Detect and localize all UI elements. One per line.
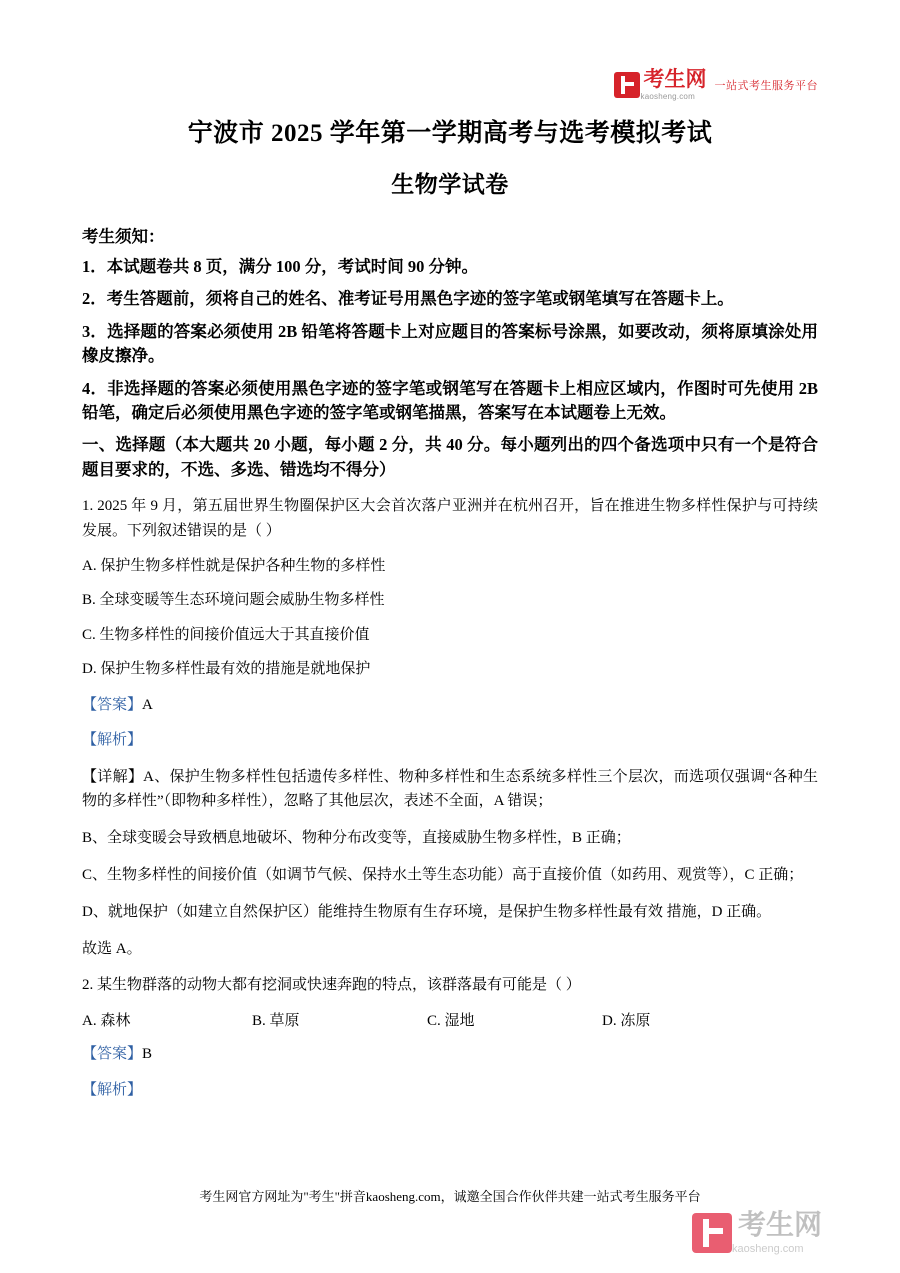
notice-item-3: 3．选择题的答案必须使用 2B 铅笔将答题卡上对应题目的答案标号涂黑，如要改动，须将原填涂处用橡皮擦净。 [82,321,818,366]
question-1-stem: 1. 2025 年 9 月，第五届世界生物圈保护区大会首次落户亚洲并在杭州召开，旨在推进生物多样性保护与可持续发展。下列叙述错误的是（ ） [82,498,818,539]
watermark [692,1211,822,1255]
question-1-option-a: A. 保护生物多样性就是保护各种生物的多样性 [82,557,386,574]
logo-brand: 考生网 [643,68,707,91]
logo-mark [614,69,707,101]
page-footer: 考生网官方网址为"考生"拼音kaosheng.com，诚邀全国合作伙伴共建一站式考生服务平台 [199,1189,701,1204]
question-2-option-d: D. 冻原 [602,1013,651,1030]
question-2-answer [82,1043,818,1066]
notice-item-2: 2．考生答题前，须将自己的姓名、准考证号用黑色字迹的签字笔或钢笔填写在答题卡上。 [82,289,734,309]
logo-tagline: 一站式考生服务平台 [714,80,818,92]
question-1-detail-5: 故选 A。 [82,940,142,957]
watermark-domain: kaosheng.com [731,1243,804,1255]
notice-item-1: 1．本试题卷共 8 页，满分 100 分，考试时间 90 分钟。 [82,257,478,276]
question-2-stem: 2. 某生物群落的动物大都有挖洞或快速奔跑的特点，该群落最有可能是（ ） [82,976,581,993]
question-2-options [82,1009,818,1030]
question-2-option-a: A. 森林 [82,1013,131,1030]
question-1-detail-1: 【详解】A、保护生物多样性包括遗传多样性、物种多样性和生态系统多样性三个层次，而选项仅强调“各种生物的多样性”（即物种多样性），忽略了其他层次，表述不全面，A 错误； [82,768,818,809]
answer-label: 【答案】 [82,1046,143,1063]
question-1-analysis-label: 【解析】 [82,732,143,749]
answer-value: B [142,1046,153,1063]
answer-value: A [142,696,153,713]
question-1-option-c: C. 生物多样性的间接价值远大于其直接价值 [82,626,370,643]
question-2-option-b: B. 草原 [252,1013,300,1030]
question-1-detail-4: D、就地保护（如建立自然保护区）能维持生物原有生存环境，是保护生物多样性最有效 措施，D 正确。 [82,903,772,920]
question-1-option-b: B. 全球变暖等生态环境问题会威胁生物多样性 [82,592,385,609]
watermark-square-icon [692,1213,732,1253]
question-1-option-d: D. 保护生物多样性最有效的措施是就地保护 [82,661,371,678]
notice-item-4: 4．非选择题的答案必须使用黑色字迹的签字笔或钢笔写在答题卡上相应区域内，作图时可先使用 2B 铅笔，确定后必须使用黑色字迹的签字笔或钢笔描黑，答案写在本试题卷上无效。 [82,378,818,423]
answer-label: 【答案】 [82,696,143,713]
page-title: 宁波市 2025 学年第一学期高考与选考模拟考试 [187,120,713,147]
page-subtitle: 生物学试卷 [391,172,509,197]
logo-domain: kaosheng.com [640,92,695,101]
section-heading: 一、选择题（本大题共 20 小题，每小题 2 分，共 40 分。每小题列出的四个备选项中只有一个是符合题目要求的，不选、多选、错选均不得分） [82,435,818,479]
question-2-option-c: C. 湿地 [427,1013,475,1030]
watermark-brand: 考生网 [737,1209,822,1240]
logo-square-icon [614,72,640,98]
question-1-detail-3: C、生物多样性的间接价值（如调节气候、保持水土等生态功能）高于直接价值（如药用、观赏等），C 正确； [82,866,804,883]
kaosheng-logo [614,68,819,102]
logo-text-block [640,69,707,101]
notice-heading: 考生须知： [82,227,165,246]
watermark-text-block [732,1211,822,1255]
question-1-answer [82,694,818,717]
question-2-analysis-label: 【解析】 [82,1081,143,1098]
question-1-detail-2: B、全球变暖会导致栖息地破坏、物种分布改变等，直接威胁生物多样性，B 正确； [82,829,631,846]
